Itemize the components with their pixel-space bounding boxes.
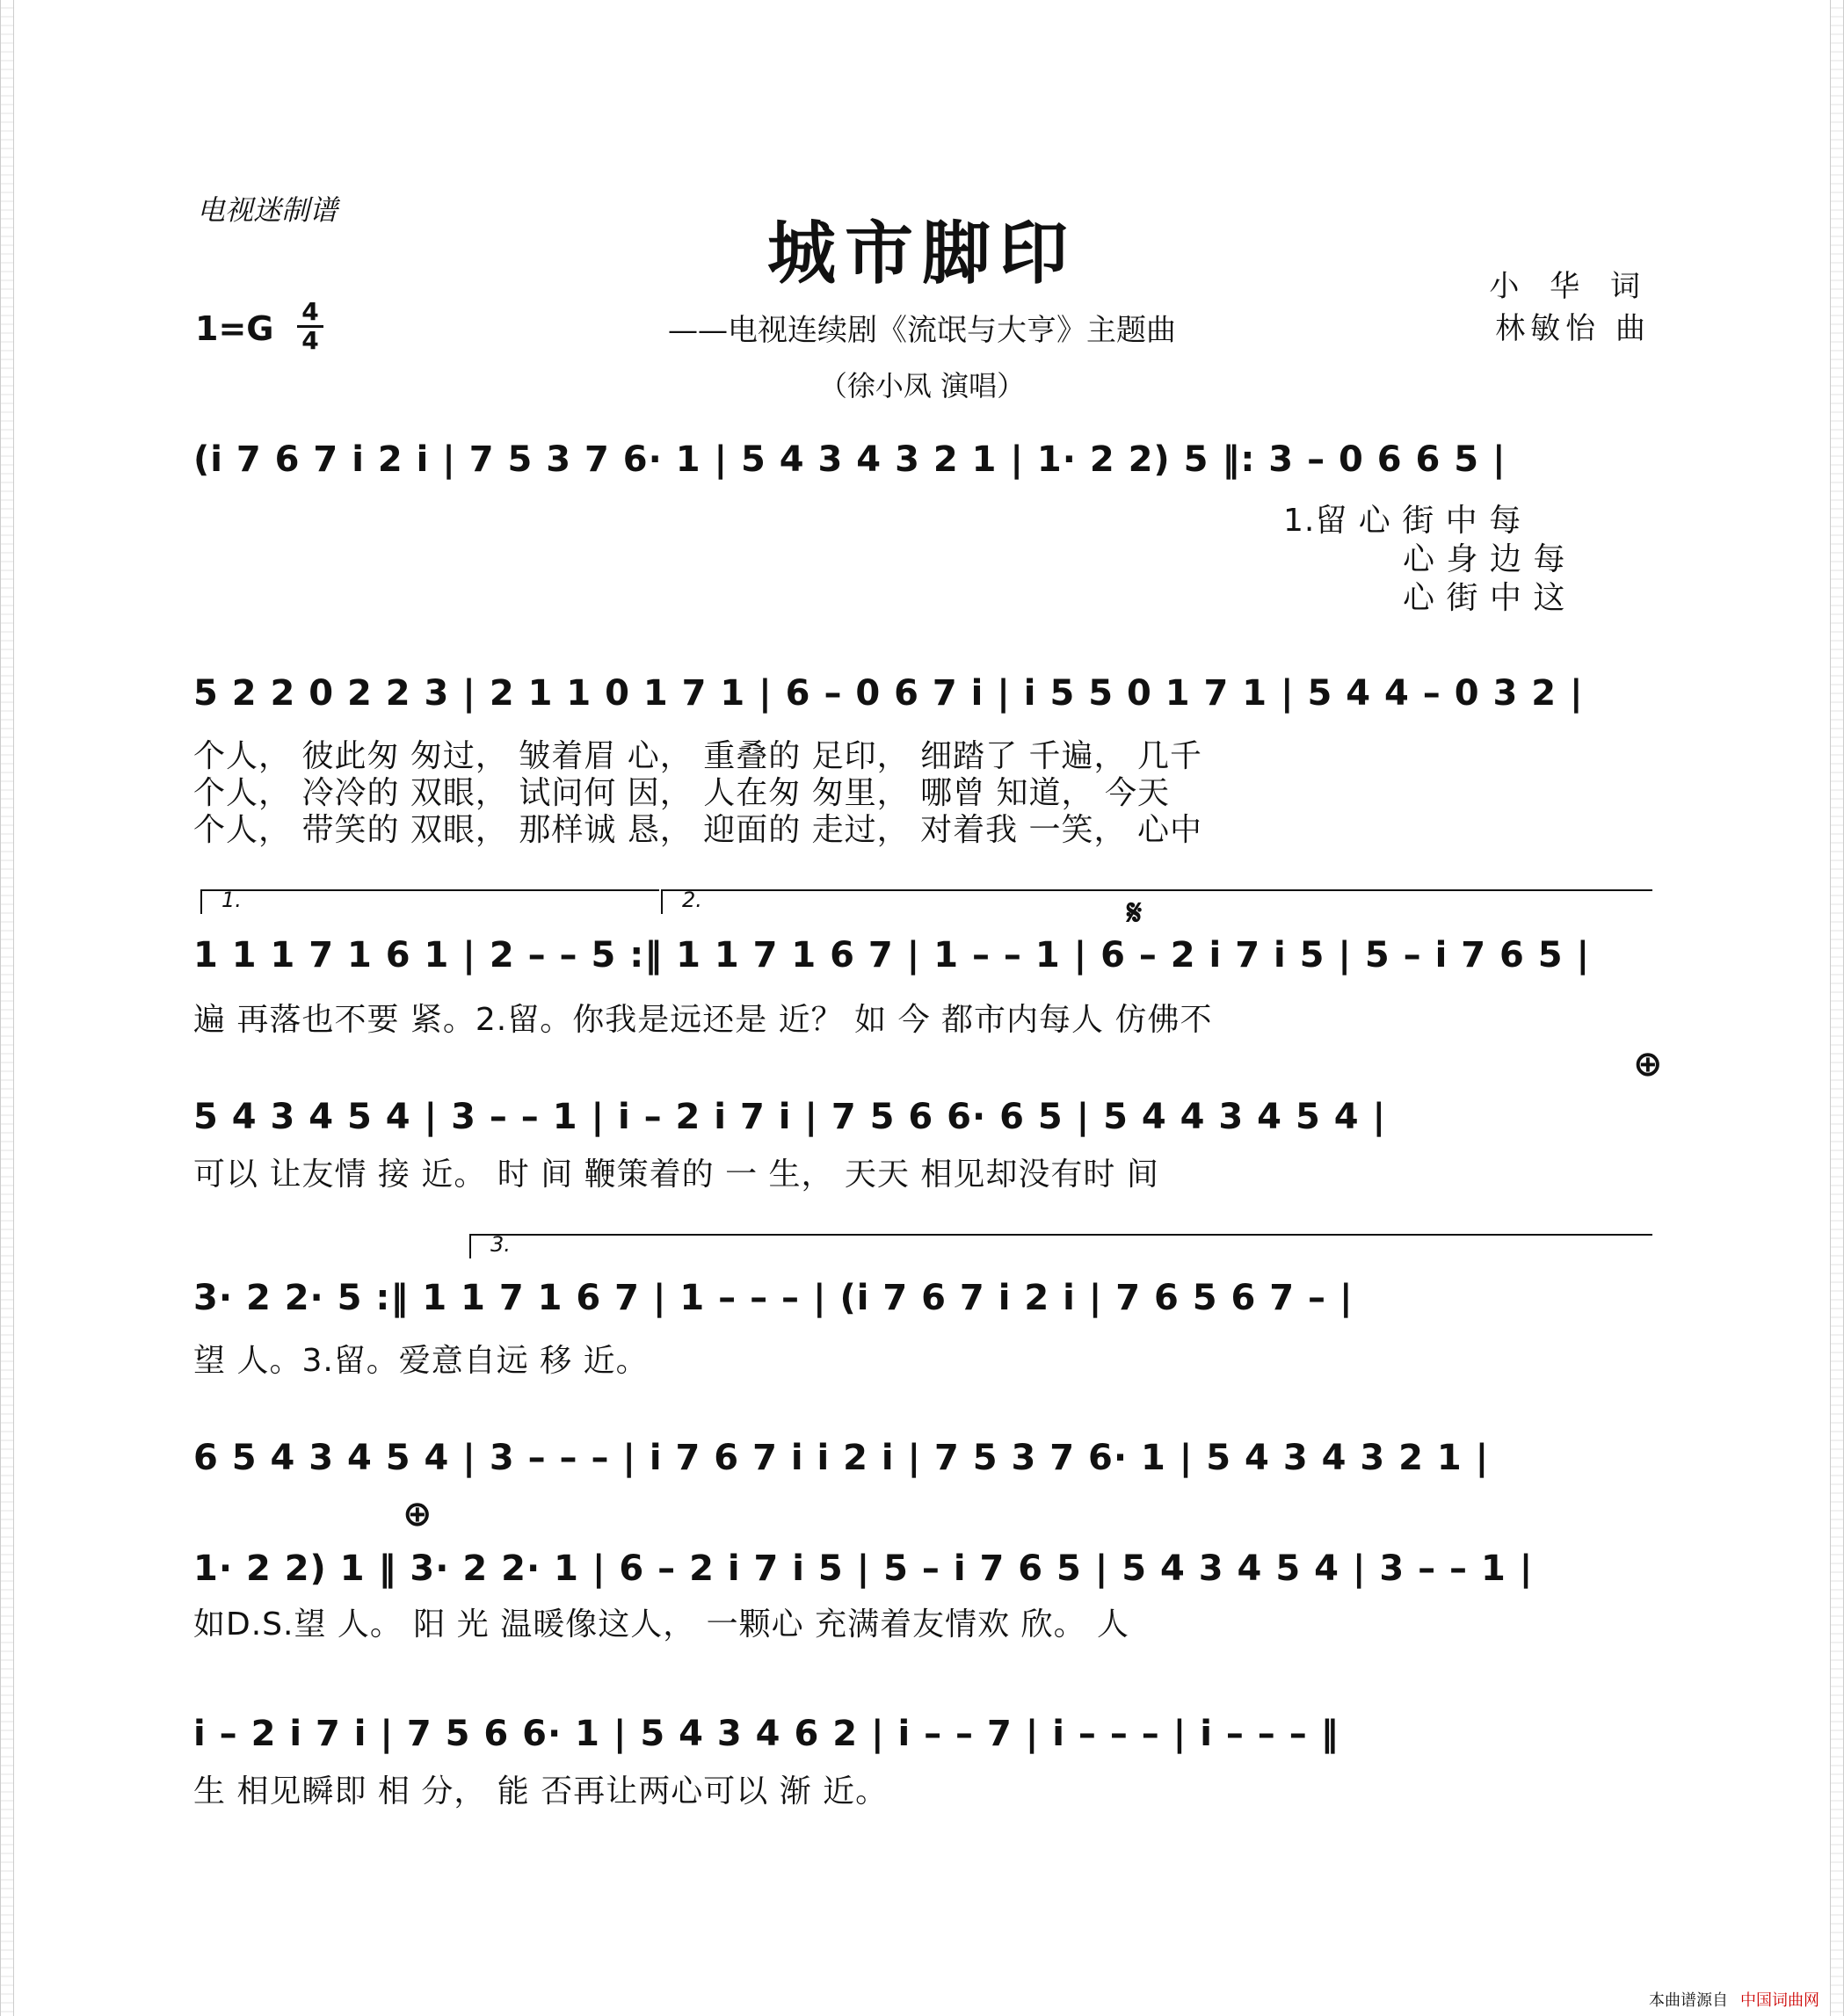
lyric-row: 个人， 彼此匆 匆过， 皱着眉 心， 重叠的 足印， 细踏了 千遍， 几千 bbox=[193, 738, 1202, 774]
lyric-row: 生 相见瞬即 相 分， 能 否再让两心可以 渐 近。 bbox=[193, 1773, 889, 1809]
notation-row: 1· 2 2) 1 ‖ 3· 2 2· 1 | 6 – 2 i 7 i 5 | 5 – i 7 6 5 | 5 4 3 4 5 4 | 3 – – 1 | bbox=[193, 1548, 1534, 1589]
composer-credit: 林敏怡 曲 bbox=[1495, 311, 1651, 346]
volta-label: 1. bbox=[221, 888, 242, 912]
key-signature: 1=G bbox=[195, 309, 274, 348]
volta-bracket-3 bbox=[469, 1234, 1652, 1258]
footer-brand-link[interactable]: 中国词曲网 bbox=[1740, 1991, 1819, 2010]
notation-row: 5 2 2 0 2 2 3 | 2 1 1 0 1 7 1 | 6 – 0 6 7 i | i 5 5 0 1 7 1 | 5 4 4 – 0 3 2 | bbox=[193, 673, 1584, 714]
lyric-row: 可以 让友情 接 近。 时 间 鞭策着的 一 生， 天天 相见却没有时 间 bbox=[193, 1157, 1159, 1193]
notation-row: 3· 2 2· 5 :‖ 1 1 7 1 6 7 | 1 – – – | (i 7 6 7 i 2 i | 7 6 5 6 7 – | bbox=[193, 1278, 1354, 1318]
volta-label: 2. bbox=[682, 888, 702, 912]
volta-label: 3. bbox=[490, 1232, 511, 1257]
lyric-row: 望 人。3.留。爱意自远 移 近。 bbox=[193, 1343, 649, 1379]
lyric-row: 1.留 心 街 中 每 bbox=[1283, 503, 1522, 539]
segno-mark: 𝄋 bbox=[1127, 893, 1143, 933]
song-title: 城市脚印 bbox=[766, 214, 1077, 294]
notation-row: 5 4 3 4 5 4 | 3 – – 1 | i – 2 i 7 i | 7 5 6 6· 6 5 | 5 4 4 3 4 5 4 | bbox=[193, 1097, 1387, 1137]
volta-bracket-1 bbox=[200, 889, 659, 914]
notation-row: 1 1 1 7 1 6 1 | 2 – – 5 :‖ 1 1 7 1 6 7 | 1 – – 1 | 6 – 2 i 7 i 5 | 5 – i 7 6 5 | bbox=[193, 935, 1591, 975]
time-signature-bottom: 4 bbox=[301, 326, 319, 355]
lyric-row: 遍 再落也不要 紧。2.留。你我是远还是 近？ 如 今 都市内每人 仿佛不 bbox=[193, 1002, 1213, 1038]
lyric-row: 如D.S.望 人。 阳 光 温暖像这人， 一颗心 充满着友情欢 欣。 人 bbox=[193, 1606, 1130, 1643]
time-signature-top: 4 bbox=[301, 297, 319, 326]
notation-row: (i 7 6 7 i 2 i | 7 5 3 7 6· 1 | 5 4 3 4 3 2 1 | 1· 2 2) 5 ‖: 3 – 0 6 6 5 | bbox=[193, 439, 1506, 480]
notation-row: i – 2 i 7 i | 7 5 6 6· 1 | 5 4 3 4 6 2 | i – – 7 | i – – – | i – – – ‖ bbox=[193, 1714, 1339, 1754]
singer: （徐小凤 演唱） bbox=[818, 369, 1026, 402]
lyric-row: 心 身 边 每 bbox=[1403, 541, 1566, 577]
lyric-row: 心 街 中 这 bbox=[1403, 580, 1566, 616]
footer bbox=[1649, 1988, 1819, 2011]
right-edge-decoration bbox=[1830, 0, 1844, 2016]
source-label: 电视迷制谱 bbox=[197, 193, 338, 227]
volta-bracket-2 bbox=[661, 889, 1652, 914]
coda-mark: ⊕ bbox=[403, 1494, 432, 1534]
coda-mark: ⊕ bbox=[1633, 1044, 1663, 1084]
subtitle: ——电视连续剧《流氓与大亨》主题曲 bbox=[668, 313, 1176, 348]
lyric-row: 个人， 冷冷的 双眼， 试问何 因， 人在匆 匆里， 哪曾 知道， 今天 bbox=[193, 775, 1170, 811]
lyric-row: 个人， 带笑的 双眼， 那样诚 恳， 迎面的 走过， 对着我 一笑， 心中 bbox=[193, 812, 1202, 848]
lyricist-credit: 小 华 词 bbox=[1489, 269, 1651, 304]
notation-row: 6 5 4 3 4 5 4 | 3 – – – | i 7 6 7 i i 2 i | 7 5 3 7 6· 1 | 5 4 3 4 3 2 1 | bbox=[193, 1438, 1490, 1478]
footer-text: 本曲谱源自 bbox=[1649, 1991, 1728, 2010]
left-edge-decoration bbox=[0, 0, 14, 2016]
